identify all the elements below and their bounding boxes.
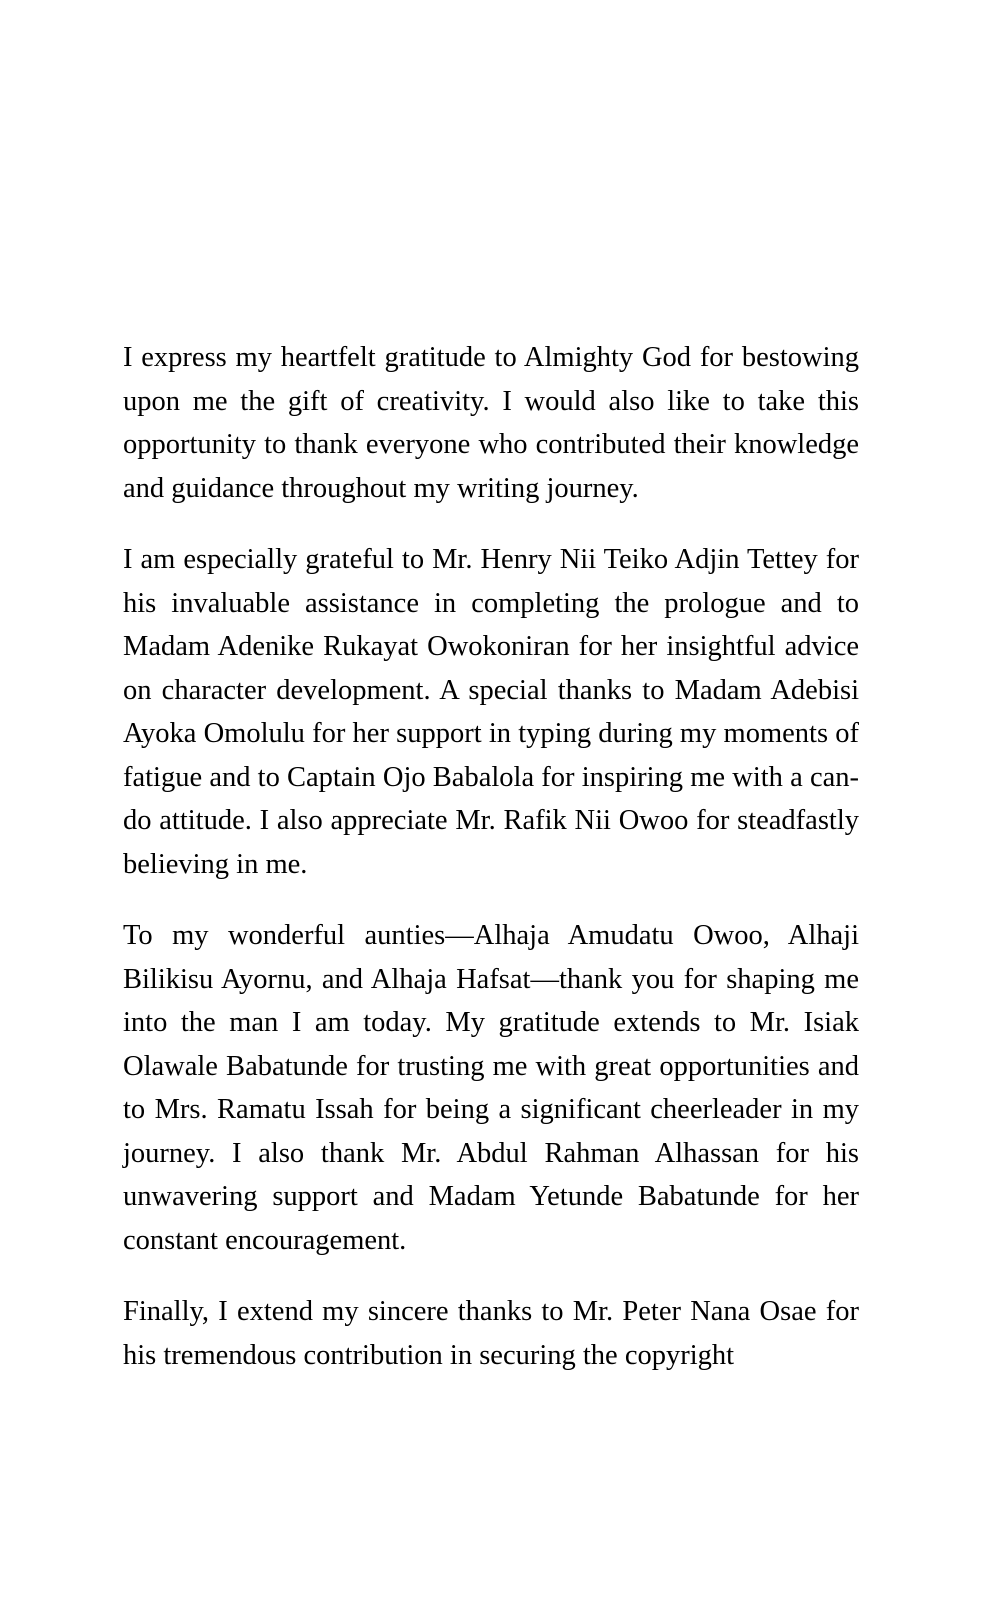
- acknowledgements-text-block: [123, 336, 859, 1377]
- paragraph-3: To my wonderful aunties—Alhaja Amudatu Owoo, Alhaji Bilikisu Ayornu, and Alhaja Hafsat—thank you for shaping me into the man I am today. My gratitude extends to Mr. Isiak Olawale Babatunde for trusting me with great opportunities and to Mrs. Ramatu Issah for being a significant cheerleader in my journey. I also thank Mr. Abdul Rahman Alhassan for his unwavering support and Madam Yetunde Babatunde for her constant encouragement.: [123, 920, 859, 1256]
- paragraph-2: I am especially grateful to Mr. Henry Nii Teiko Adjin Tettey for his invaluable assistance in completing the prologue and to Madam Adenike Rukayat Owokoniran for her insightful advice on character development. A special thanks to Madam Adebisi Ayoka Omolulu for her support in typing during my moments of fatigue and to Captain Ojo Babalola for inspiring me with a can-do attitude. I also appreciate Mr. Rafik Nii Owoo for steadfastly believing in me.: [123, 544, 859, 880]
- paragraph-4: Finally, I extend my sincere thanks to Mr. Peter Nana Osae for his tremendous contribution in securing the copyright: [123, 1296, 859, 1371]
- paragraph-1: I express my heartfelt gratitude to Almighty God for bestowing upon me the gift of creativity. I would also like to take this opportunity to thank everyone who contributed their knowledge and guidance throughout my writing journey.: [123, 342, 859, 504]
